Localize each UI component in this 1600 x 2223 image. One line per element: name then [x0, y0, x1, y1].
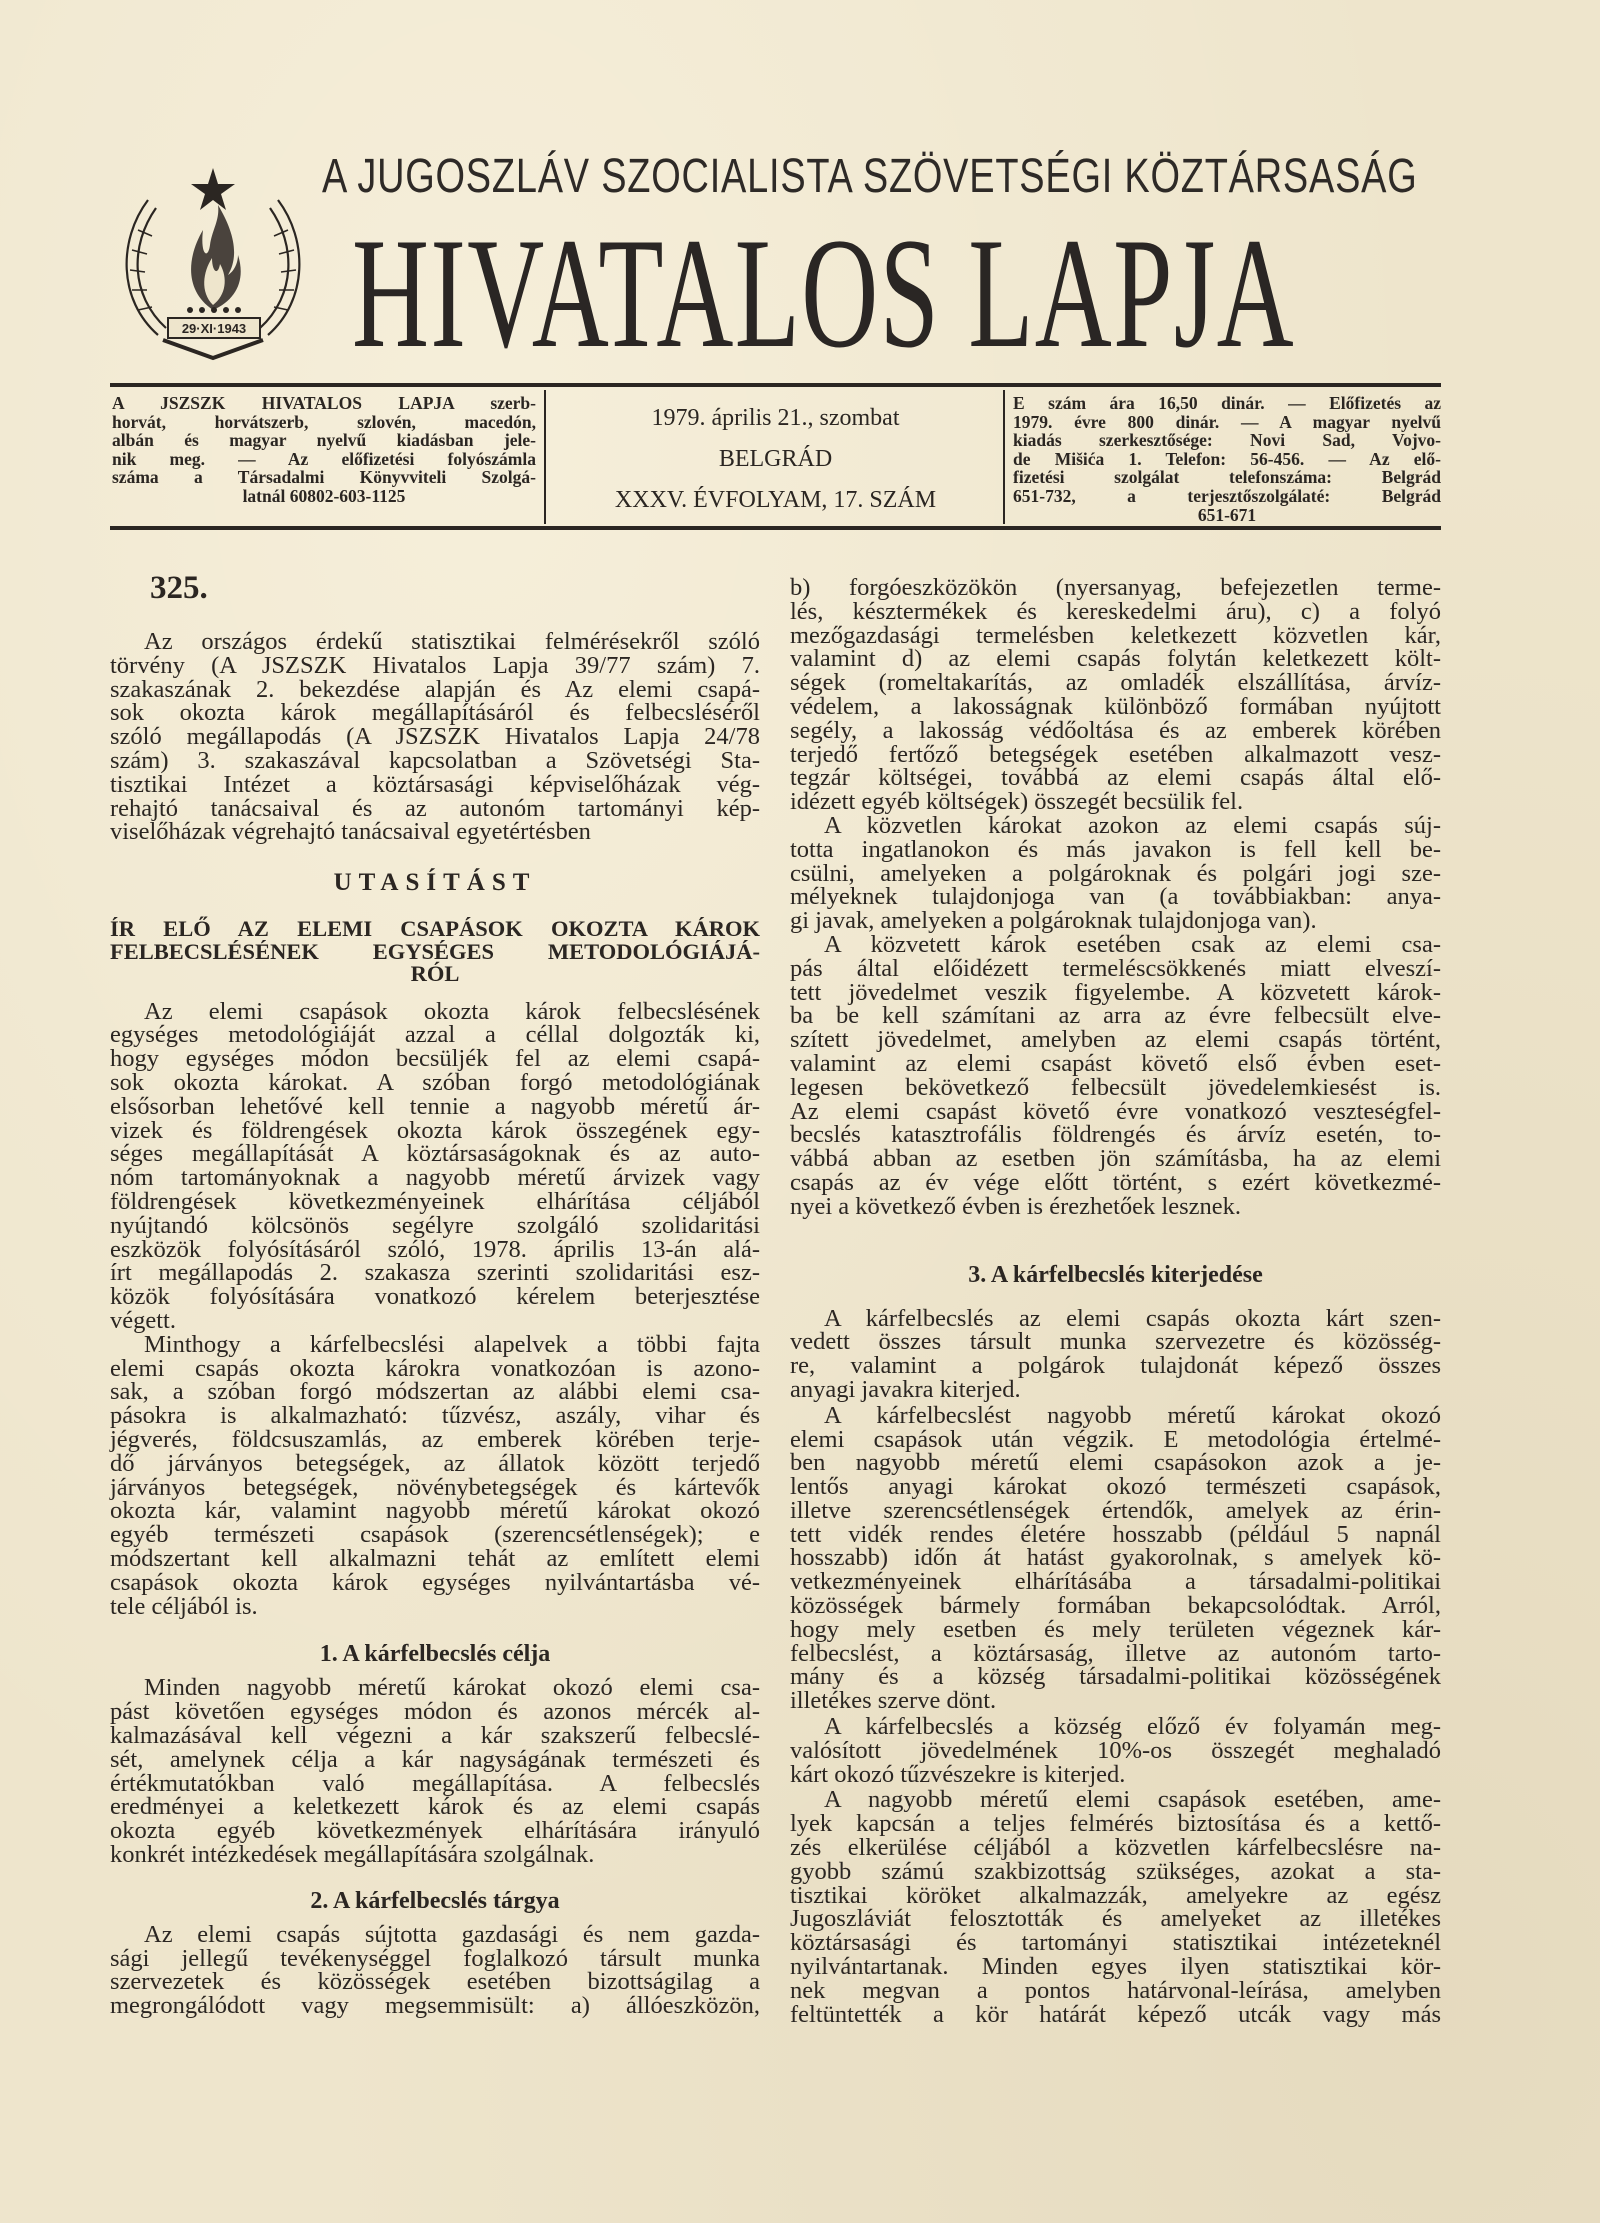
paragraph [790, 576, 1441, 814]
paragraph [110, 1676, 760, 1866]
issue-city: BELGRÁD [718, 446, 833, 472]
text-line: séges megállapítását A köztársaságoknak és az auto- [110, 1140, 760, 1168]
text-line: nyilvántartanak. Minden egyes ilyen statisztikai kör- [790, 1953, 1441, 1981]
text-line: Az országos érdekű statisztikai felmérésekről szóló [144, 628, 760, 655]
heading-line: ÍR ELŐ AZ ELEMI CSAPÁSOK OKOZTA KÁROK [110, 916, 760, 942]
info-line: kiadás szerkesztősége: Novi Sad, Vojvo- [1013, 430, 1441, 451]
paragraph [110, 1920, 760, 2020]
text-line: értékmutatókban való megállapítása. A felbecslés [110, 1769, 760, 1797]
text-line: illetékes szerve dönt. [790, 1687, 997, 1715]
text-line: Az elemi csapást követő évre vonatkozó veszteségfel- [790, 1097, 1441, 1125]
info-line: fizetési szolgálat telefonszáma: Belgrád [1013, 467, 1441, 488]
info-line: 651-732, a terjesztőszolgálaté: Belgrád [1013, 485, 1441, 506]
text-line: Az elemi csapások okozta károk felbecslésének [144, 997, 760, 1025]
instruction-title: UTASÍTÁST [333, 869, 537, 897]
text-line: vizek és földrengések okozta károk összegének egy- [110, 1116, 760, 1144]
info-line: 651-671 [1197, 504, 1257, 525]
text-line: nyei a következő évben is érezhetőek lesznek. [790, 1192, 1242, 1220]
text-line: ségek (romeltakarítás, az omladék elszállítása, árvíz- [790, 669, 1441, 697]
text-line: Minthogy a kárfelbecslési alapelvek a többi fajta [144, 1330, 760, 1358]
text-line: megrongálódott vagy megsemmisült: a) állóeszközön, [110, 1992, 760, 2020]
text-line: becslés katasztrofális földrengés és árvíz esetén, to- [790, 1121, 1441, 1149]
right-column [790, 560, 1441, 2026]
paragraph [790, 930, 1441, 1220]
text-line: gi javak, amelyeken a polgároknak tulajdonjoga van). [790, 907, 1317, 935]
text-line: b) forgóeszközökön (nyersanyag, befejezetlen terme- [790, 574, 1441, 601]
text-line: egyéb természeti csapások (szerencsétlenségek); e [110, 1521, 760, 1549]
text-line: dő járványos betegségek, az állatok között terjedő [110, 1449, 760, 1477]
text-line: totta ingatlanokon és más javakon is fell kell be- [790, 835, 1441, 863]
paragraph [790, 811, 1441, 935]
text-line: módszertant kell alkalmazni tehát az említett elemi [110, 1545, 760, 1572]
text-line: A nagyobb méretű elemi csapások esetében, ame- [824, 1786, 1441, 1814]
masthead-title: HIVATALOS LAPJA [352, 206, 1296, 381]
instruction-subject-heading [110, 918, 760, 986]
text-line: sak, a szóban forgó módszertan az alábbi elemi csa- [110, 1378, 760, 1406]
text-line: hogy mely esetben és mely területen végeznek kár- [790, 1615, 1441, 1643]
issue-date: 1979. április 21., szombat [651, 405, 900, 431]
text-line: közök folyósítására vonatkozó kérelem beterjesztése [110, 1283, 760, 1311]
text-line: csapások okozta károk egységes nyilvántartásba vé- [110, 1568, 760, 1596]
masthead-republic-name: A JUGOSZLÁV SZOCIALISTA SZÖVETSÉGI KÖZTÁRSASÁG [322, 150, 1418, 203]
text-line: elsősorban lehetővé kell tennie a nagyobb méretű ár- [110, 1092, 760, 1120]
text-line: ben nagyobb méretű elemi csapásokon azok a je- [790, 1449, 1441, 1477]
text-line: mány és a község társadalmi-politikai közösségének [790, 1663, 1441, 1691]
text-line: terjedő fertőző betegségek esetében alkalmazott vesz- [790, 740, 1441, 768]
text-line: segély, a lakosság védőoltása és az emberek körében [790, 716, 1441, 744]
text-line: végett. [110, 1307, 176, 1335]
emblem-date: 29·XI·1943 [181, 321, 247, 336]
text-line: tisztikai köröket alkalmazzák, amelyekre az egész [790, 1881, 1441, 1909]
info-line: latnál 60802-603-1125 [242, 485, 406, 506]
text-line: Minden nagyobb méretű károkat okozó elemi csa- [144, 1674, 760, 1702]
section-heading: 3. A kárfelbecslés kiterjedése [968, 1261, 1263, 1288]
text-line: pást követően egységes módon és azonos mércék al- [110, 1698, 760, 1726]
text-line: szakaszának 2. bekezdése alapján és Az elemi csapá- [110, 675, 760, 703]
text-line: elemi csapás okozta károkra vonatkozóan is azono- [110, 1354, 760, 1382]
publication-info [112, 394, 536, 506]
text-line: eredményei a keletkezett károk és az elemi csapás [110, 1793, 760, 1821]
text-line: pásokra is alkalmazható: tűzvész, aszály, vihar és [110, 1402, 760, 1430]
text-line: tett jövedelmet veszik figyelembe. A közvetett károk- [790, 978, 1441, 1006]
state-emblem-icon [108, 160, 318, 365]
text-line: vetkezményeinek elhárításába a társadalmi-politikai [790, 1568, 1441, 1596]
info-top-rule [110, 383, 1441, 387]
info-line: albán és magyar nyelvű kiadásban jele- [112, 430, 536, 451]
text-line: okozta kár, valamint nagyobb méretű károkat okozó [110, 1497, 760, 1525]
paragraph [110, 630, 760, 844]
text-line: törvény (A JSZSZK Hivatalos Lapja 39/77 szám) 7. [110, 651, 760, 679]
text-line: valamint az elemi csapást követő első évben eset- [790, 1049, 1441, 1077]
paragraph [790, 1401, 1441, 1715]
text-line: lés, késztermékek és kereskedelmi áru), c) a folyó [790, 597, 1441, 625]
paragraph [790, 1788, 1441, 2026]
text-line: vábbá abban az esetben jön számításba, ha az elemi [790, 1145, 1441, 1173]
text-line: sok okozta károkat. A szóban forgó metodológiának [110, 1069, 760, 1097]
text-line: legesen bekövetkező felbecsült jövedelemkiesést is. [790, 1073, 1441, 1101]
text-line: közösségek bármely formában bekapcsolódtak. Arról, [790, 1592, 1441, 1620]
text-line: sok okozta károk megállapításáról és felbecsléséről [110, 699, 760, 727]
text-line: kalmazásával kell végezni a kár szakszerű felbecslé- [110, 1721, 760, 1749]
text-line: nóm tartományoknak a nagyobb méretű árvizek vagy [110, 1164, 760, 1192]
text-line: szám) 3. szakaszával kapcsolatban a Szövetségi Sta- [110, 746, 760, 774]
text-line: Az elemi csapás sújtotta gazdasági és nem gazda- [144, 1920, 760, 1948]
decree-number: 325. [150, 570, 208, 606]
paragraph [790, 1715, 1441, 1786]
text-line: egységes metodológiáját azzal a céllal dolgozták ki, [110, 1021, 760, 1049]
info-line: nik meg. — Az előfizetési folyószámla [112, 448, 536, 469]
text-line: nek megvan a pontos határvonal-leírása, amelyben [790, 1976, 1441, 2004]
paragraph [790, 1304, 1441, 1403]
text-line: vedett összes társult munka szervezetre és közösség- [790, 1328, 1441, 1356]
text-line: re, valamint a polgárok tulajdonát képező összes [790, 1352, 1441, 1380]
text-line: hogy egységes módon becsüljék fel az elemi csapá- [110, 1045, 760, 1073]
text-line: A közvetett károk esetében csak az elemi csa- [824, 930, 1441, 958]
section-heading: 1. A kárfelbecslés célja [319, 1641, 551, 1668]
text-line: tett vidék rendes életére hosszabb (például 5 napnál [790, 1520, 1441, 1548]
text-line: járványos betegségek, növénybetegségek és kártevők [110, 1473, 760, 1501]
text-line: A kárfelbecslés az elemi csapás okozta kárt szen- [824, 1304, 1441, 1332]
text-line: pás által előidézett termeléscsökkenés miatt elveszí- [790, 954, 1441, 982]
text-line: ba be kell számítani az arra az évre felbecsült elve- [790, 1002, 1441, 1030]
text-line: nyújtandó kölcsönös segélyre szolgáló szolidaritási [110, 1211, 760, 1239]
text-line: sét, amelynek célja a kár nagyságának természeti és [110, 1745, 760, 1773]
text-line: A kárfelbecslés a község előző év folyamán meg- [824, 1713, 1441, 1741]
info-line: E szám ára 16,50 dinár. — Előfizetés az [1013, 393, 1441, 413]
text-line: mélyeknek tulajdonjoga van (a továbbiakban: anya- [790, 883, 1441, 911]
issue-volume: XXXV. ÉVFOLYAM, 17. SZÁM [614, 487, 937, 513]
paragraph [110, 997, 760, 1335]
text-line: illetve szerencsétlenségek értendők, amelyek az érin- [790, 1496, 1441, 1524]
text-line: csapás az év vége előtt történt, s ezért következmé- [790, 1168, 1441, 1196]
text-line: tele céljából is. [110, 1592, 258, 1620]
info-line: horvát, horvátszerb, szlovén, macedón, [112, 411, 536, 432]
heading-line: FELBECSLÉSÉNEK EGYSÉGES METODOLÓGIÁJÁ- [110, 938, 760, 964]
text-line: zés elkerülése céljából a közvetlen kárfelbecslésre na- [790, 1834, 1441, 1862]
paragraph [110, 1330, 760, 1620]
text-line: idézett egyéb költségek) összegét becsülik fel. [790, 788, 1244, 816]
info-line: 1979. évre 800 dinár. — A magyar nyelvű [1013, 411, 1441, 432]
text-line: anyagi javakra kiterjed. [790, 1375, 1021, 1403]
text-line: írt megállapodás 2. szakasza szerinti szolidaritási esz- [110, 1259, 760, 1287]
text-line: valósított jövedelmének 10%-os összegét meghaladó [790, 1736, 1441, 1764]
info-line: de Mišića 1. Telefon: 56-456. — Az elő- [1013, 448, 1441, 469]
text-line: lyek kapcsán a teljes felmérés biztosítása és a kettő- [790, 1810, 1441, 1838]
text-line: sági jellegű tevékenységgel foglalkozó társult munka [110, 1944, 760, 1972]
text-line: valamint d) az elemi csapás folytán keletkezett költ- [790, 645, 1441, 673]
text-line: elemi csapások után végzik. E metodológia értelmé- [790, 1425, 1441, 1453]
text-line: viselőházak végrehajtó tanácsaival egyetértésben [110, 818, 591, 846]
text-line: A közvetlen károkat azokon az elemi csapás súj- [824, 811, 1441, 839]
text-line: földrengések következményeinek elhárítása céljából [110, 1188, 760, 1216]
text-line: gyobb számú szakbizottság szükséges, azokat a sta- [790, 1857, 1441, 1885]
text-line: tisztikai Intézet a köztársasági képviselőházak vég- [110, 770, 760, 798]
section-heading: 2. A kárfelbecslés tárgya [310, 1887, 560, 1914]
text-line: köztársasági és tartományi statisztikai intézeteknél [790, 1929, 1441, 1957]
info-line: száma a Társadalmi Könyvviteli Szolgá- [112, 467, 536, 488]
text-line: A kárfelbecslést nagyobb méretű károkat okozó [824, 1401, 1441, 1429]
text-line: csülni, amelyeken a polgároknak és polgári jogi sze- [790, 859, 1441, 887]
text-line: szóló megállapodás (A JSZSZK Hivatalos Lapja 24/78 [110, 723, 760, 751]
text-line: felbecslést, a köztársaság, illetve az autonóm tarto- [790, 1639, 1441, 1667]
info-line: A JSZSZK HIVATALOS LAPJA szerb- [112, 393, 536, 413]
info-divider-right [1003, 390, 1005, 524]
text-line: okozta egyéb következmények elhárítására irányuló [110, 1817, 760, 1845]
text-line: tegzár költségei, továbbá az elemi csapás által elő- [790, 764, 1441, 792]
text-line: Jugoszláviát felosztották és amelyeket az illetékes [790, 1905, 1441, 1933]
text-line: szervezetek és közösségek esetében bizottságilag a [110, 1968, 760, 1996]
text-line: szített jövedelmet, amelyben az elemi csapás történt, [790, 1026, 1441, 1054]
text-line: mezőgazdasági termelésben keletkezett közvetlen kár, [790, 621, 1441, 649]
subscription-info [1013, 394, 1441, 524]
text-line: kárt okozó tűzvészekre is kiterjed. [790, 1760, 1126, 1788]
text-line: hosszabb) időn át hatást gyakorolnak, s amelyek kö- [790, 1544, 1441, 1572]
text-line: eszközök folyósításáról szóló, 1978. április 13-án alá- [110, 1235, 760, 1263]
text-line: feltüntették a kör határát képező utcák vagy más [790, 2000, 1441, 2028]
info-bottom-rule [110, 526, 1441, 530]
text-line: lentős anyagi károkat okozó természeti csapások, [790, 1473, 1441, 1501]
info-divider-left [544, 390, 546, 524]
text-line: rehajtó tanácsaival és az autonóm tartományi kép- [110, 794, 760, 822]
text-line: konkrét intézkedések megállapítására szolgálnak. [110, 1840, 595, 1868]
left-column [110, 560, 760, 2018]
text-line: védelem, a lakosságnak különböző formában nyújtott [790, 692, 1441, 720]
heading-line: RÓL [410, 961, 460, 987]
text-line: jégverés, földcsuszamlás, az emberek körében terje- [110, 1426, 760, 1454]
